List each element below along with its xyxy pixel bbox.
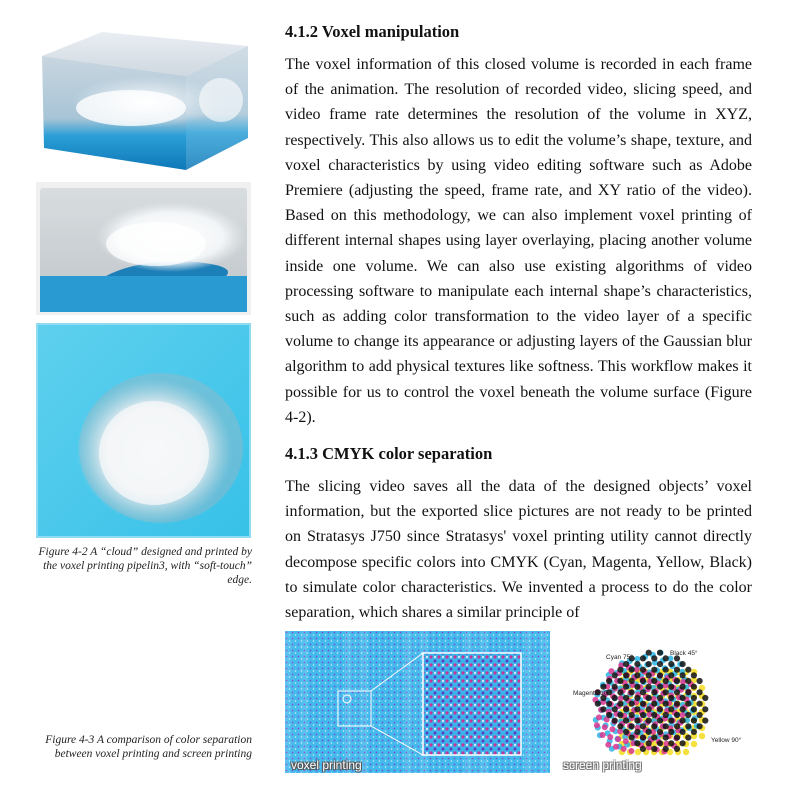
halftone-dot	[668, 706, 674, 712]
halftone-dot	[685, 712, 691, 718]
halftone-dot	[623, 661, 629, 667]
halftone-dot	[657, 650, 663, 656]
halftone-dot	[651, 735, 657, 741]
yellow-angle-label: Yellow 90°	[711, 737, 742, 744]
halftone-dot	[618, 695, 624, 701]
halftone-dot	[600, 706, 606, 712]
halftone-dot	[680, 684, 686, 690]
section-heading-cmyk-separation: 4.1.3 CMYK color separation	[285, 444, 493, 463]
halftone-dot	[634, 672, 640, 678]
halftone-dot	[629, 712, 635, 718]
screen-printing-rosette	[560, 640, 730, 775]
halftone-dot	[674, 723, 680, 729]
halftone-dot	[600, 684, 606, 690]
halftone-dot	[600, 732, 606, 738]
halftone-dot	[634, 718, 640, 724]
halftone-dot	[685, 678, 691, 684]
halftone-dot	[612, 684, 618, 690]
halftone-dot	[691, 706, 697, 712]
halftone-dot	[657, 706, 663, 712]
halftone-dot	[680, 740, 686, 746]
halftone-dot	[663, 667, 669, 673]
voxel-printing-image	[285, 631, 550, 773]
halftone-dot	[595, 701, 601, 707]
halftone-dot	[629, 723, 635, 729]
halftone-dot	[640, 701, 646, 707]
halftone-dot	[623, 706, 629, 712]
halftone-dot	[651, 746, 657, 752]
halftone-dot	[629, 689, 635, 695]
halftone-dot	[657, 661, 663, 667]
voxel-printing-label: voxel printing	[291, 758, 362, 772]
halftone-dot	[663, 735, 669, 741]
halftone-dot	[634, 695, 640, 701]
halftone-dot	[640, 678, 646, 684]
halftone-dot	[685, 701, 691, 707]
halftone-dot	[640, 723, 646, 729]
halftone-dot	[680, 661, 686, 667]
halftone-dot	[606, 678, 612, 684]
halftone-dot	[615, 736, 621, 742]
black-angle-label: Black 45°	[670, 650, 698, 657]
halftone-dot	[674, 667, 680, 673]
halftone-dot	[623, 718, 629, 724]
magenta-angle-label: Magenta 105°	[573, 690, 614, 697]
halftone-dot	[640, 735, 646, 741]
halftone-dot	[668, 740, 674, 746]
halftone-dot	[605, 742, 611, 748]
halftone-dot	[646, 718, 652, 724]
halftone-dot	[640, 712, 646, 718]
halftone-dot	[646, 729, 652, 735]
halftone-dot	[680, 672, 686, 678]
halftone-dot	[674, 678, 680, 684]
halftone-dot	[609, 726, 615, 732]
halftone-dot	[702, 706, 708, 712]
halftone-dot	[629, 667, 635, 673]
halftone-dot	[629, 701, 635, 707]
halftone-dot	[680, 706, 686, 712]
halftone-dot	[691, 672, 697, 678]
halftone-dot	[617, 712, 623, 718]
halftone-dot	[697, 701, 703, 707]
halftone-dot	[674, 701, 680, 707]
halftone-dot	[634, 684, 640, 690]
halftone-dot	[668, 661, 674, 667]
halftone-dot	[651, 667, 657, 673]
halftone-dot	[685, 689, 691, 695]
halftone-dot	[617, 689, 623, 695]
halftone-dot	[691, 729, 697, 735]
halftone-dot	[697, 723, 703, 729]
halftone-dot	[617, 723, 623, 729]
halftone-dot	[651, 701, 657, 707]
halftone-dot	[691, 741, 697, 747]
halftone-dot	[685, 735, 691, 741]
halftone-dot	[657, 718, 663, 724]
halftone-dot	[612, 706, 618, 712]
halftone-dot	[623, 672, 629, 678]
halftone-dot	[680, 695, 686, 701]
halftone-dot	[607, 734, 613, 740]
halftone-dot	[646, 706, 652, 712]
halftone-dot	[634, 740, 640, 746]
halftone-dot	[663, 701, 669, 707]
halftone-dot	[668, 718, 674, 724]
halftone-dot	[702, 695, 708, 701]
halftone-dot	[697, 678, 703, 684]
halftone-dot	[606, 701, 612, 707]
halftone-dot	[646, 740, 652, 746]
halftone-dot	[663, 723, 669, 729]
halftone-dot	[634, 661, 640, 667]
halftone-dot	[612, 672, 618, 678]
halftone-dot	[680, 718, 686, 724]
halftone-dot	[685, 667, 691, 673]
halftone-dot	[612, 718, 618, 724]
halftone-dot	[640, 689, 646, 695]
halftone-dot	[691, 684, 697, 690]
halftone-dot	[663, 689, 669, 695]
halftone-dot	[663, 712, 669, 718]
halftone-dot	[640, 655, 646, 661]
halftone-dot	[697, 689, 703, 695]
halftone-dot	[657, 672, 663, 678]
halftone-dot	[668, 672, 674, 678]
halftone-dot	[617, 667, 623, 673]
halftone-dot	[668, 695, 674, 701]
halftone-dot	[702, 718, 708, 724]
halftone-dot	[613, 744, 619, 750]
cmyk-separation-paragraph: The slicing video saves all the data of the designed objects’ voxel information, but the exported slice pictures are not ready to be printed on Stratasys J750 since Stratasys' voxel printing utility cannot directly decompose specific colors into CMYK (Cyan, Magenta, Yellow, Black) to simulate color characteristics. We invented a process to do the color separation, which shares a similar principle of	[285, 478, 752, 622]
halftone-dot	[646, 672, 652, 678]
halftone-dot	[663, 746, 669, 752]
cyan-angle-label: Cyan 75°	[606, 654, 633, 661]
halftone-dot	[683, 749, 689, 755]
figure-4-2-caption: Figure 4-2 A “cloud” designed and printed by the voxel printing pipelin3, with “soft-touch” edge.	[38, 546, 252, 586]
cloud-slab-photo	[36, 182, 251, 315]
halftone-dot	[629, 678, 635, 684]
halftone-dot	[651, 723, 657, 729]
halftone-dot	[680, 712, 686, 718]
halftone-dot	[674, 746, 680, 752]
halftone-dot	[606, 712, 612, 718]
halftone-dot	[646, 695, 652, 701]
halftone-dot	[657, 695, 663, 701]
halftone-dot	[651, 689, 657, 695]
halftone-dot	[621, 746, 627, 752]
halftone-dot	[623, 684, 629, 690]
halftone-dot	[646, 661, 652, 667]
halftone-dot	[663, 678, 669, 684]
halftone-dot	[651, 655, 657, 661]
halftone-dot	[634, 706, 640, 712]
section-heading-voxel-manipulation: 4.1.2 Voxel manipulation	[285, 22, 460, 41]
halftone-dot	[663, 655, 669, 661]
halftone-dot	[657, 740, 663, 746]
cloud-topview-photo	[36, 323, 251, 538]
halftone-dot	[699, 733, 705, 739]
halftone-dot	[651, 678, 657, 684]
halftone-dot	[651, 712, 657, 718]
halftone-dot	[623, 738, 629, 744]
cloud-cube-photo	[36, 20, 251, 173]
halftone-dot	[640, 667, 646, 673]
halftone-dot	[594, 722, 600, 728]
halftone-dot	[629, 735, 635, 741]
halftone-dot	[640, 746, 646, 752]
halftone-dot	[617, 701, 623, 707]
halftone-dot	[646, 650, 652, 656]
halftone-dot	[680, 729, 686, 735]
halftone-dot	[668, 684, 674, 690]
halftone-dot	[623, 695, 629, 701]
voxel-manipulation-paragraph: The voxel information of this closed volume is recorded in each frame of the animation. The resolution of recorded video, slicing speed, and video frame rate determines the resolution of the volume in XYZ, respectively. This also allows us to edit the volume’s shape, texture, and voxel characteristics by using video editing software such as Adobe Premiere (adjusting the speed, frame rate, and XY ratio of the video). Based on this methodology, we can also implement voxel printing of different internal shapes using layer overlaying, placing another volume inside one volume. We can also use existing algorithms of video processing software to manipulate each internal shape’s characteristics, such as adding color transformation to the video layer of a specific volume to change its appearance or adjusting layers of the Gaussian blur algorithm to add physical textures like softness. This workflow makes it possible for us to control the voxel beneath the volume surface (Figure 4-2).	[285, 56, 752, 426]
figure-4-3-caption: Figure 4-3 A comparison of color separation between voxel printing and screen printing	[45, 734, 252, 760]
halftone-dot	[674, 735, 680, 741]
halftone-dot	[697, 712, 703, 718]
halftone-dot	[646, 684, 652, 690]
halftone-dot	[617, 678, 623, 684]
halftone-dot	[657, 684, 663, 690]
halftone-dot	[668, 729, 674, 735]
halftone-dot	[657, 729, 663, 735]
screen-printing-label: screen printing	[563, 758, 642, 772]
halftone-dot	[674, 712, 680, 718]
halftone-dot	[691, 695, 697, 701]
halftone-dot	[691, 718, 697, 724]
halftone-dot	[628, 748, 634, 754]
halftone-dot	[623, 729, 629, 735]
halftone-dot	[596, 714, 602, 720]
halftone-dot	[634, 729, 640, 735]
halftone-dot	[685, 723, 691, 729]
halftone-dot	[602, 724, 608, 730]
halftone-dot	[674, 689, 680, 695]
